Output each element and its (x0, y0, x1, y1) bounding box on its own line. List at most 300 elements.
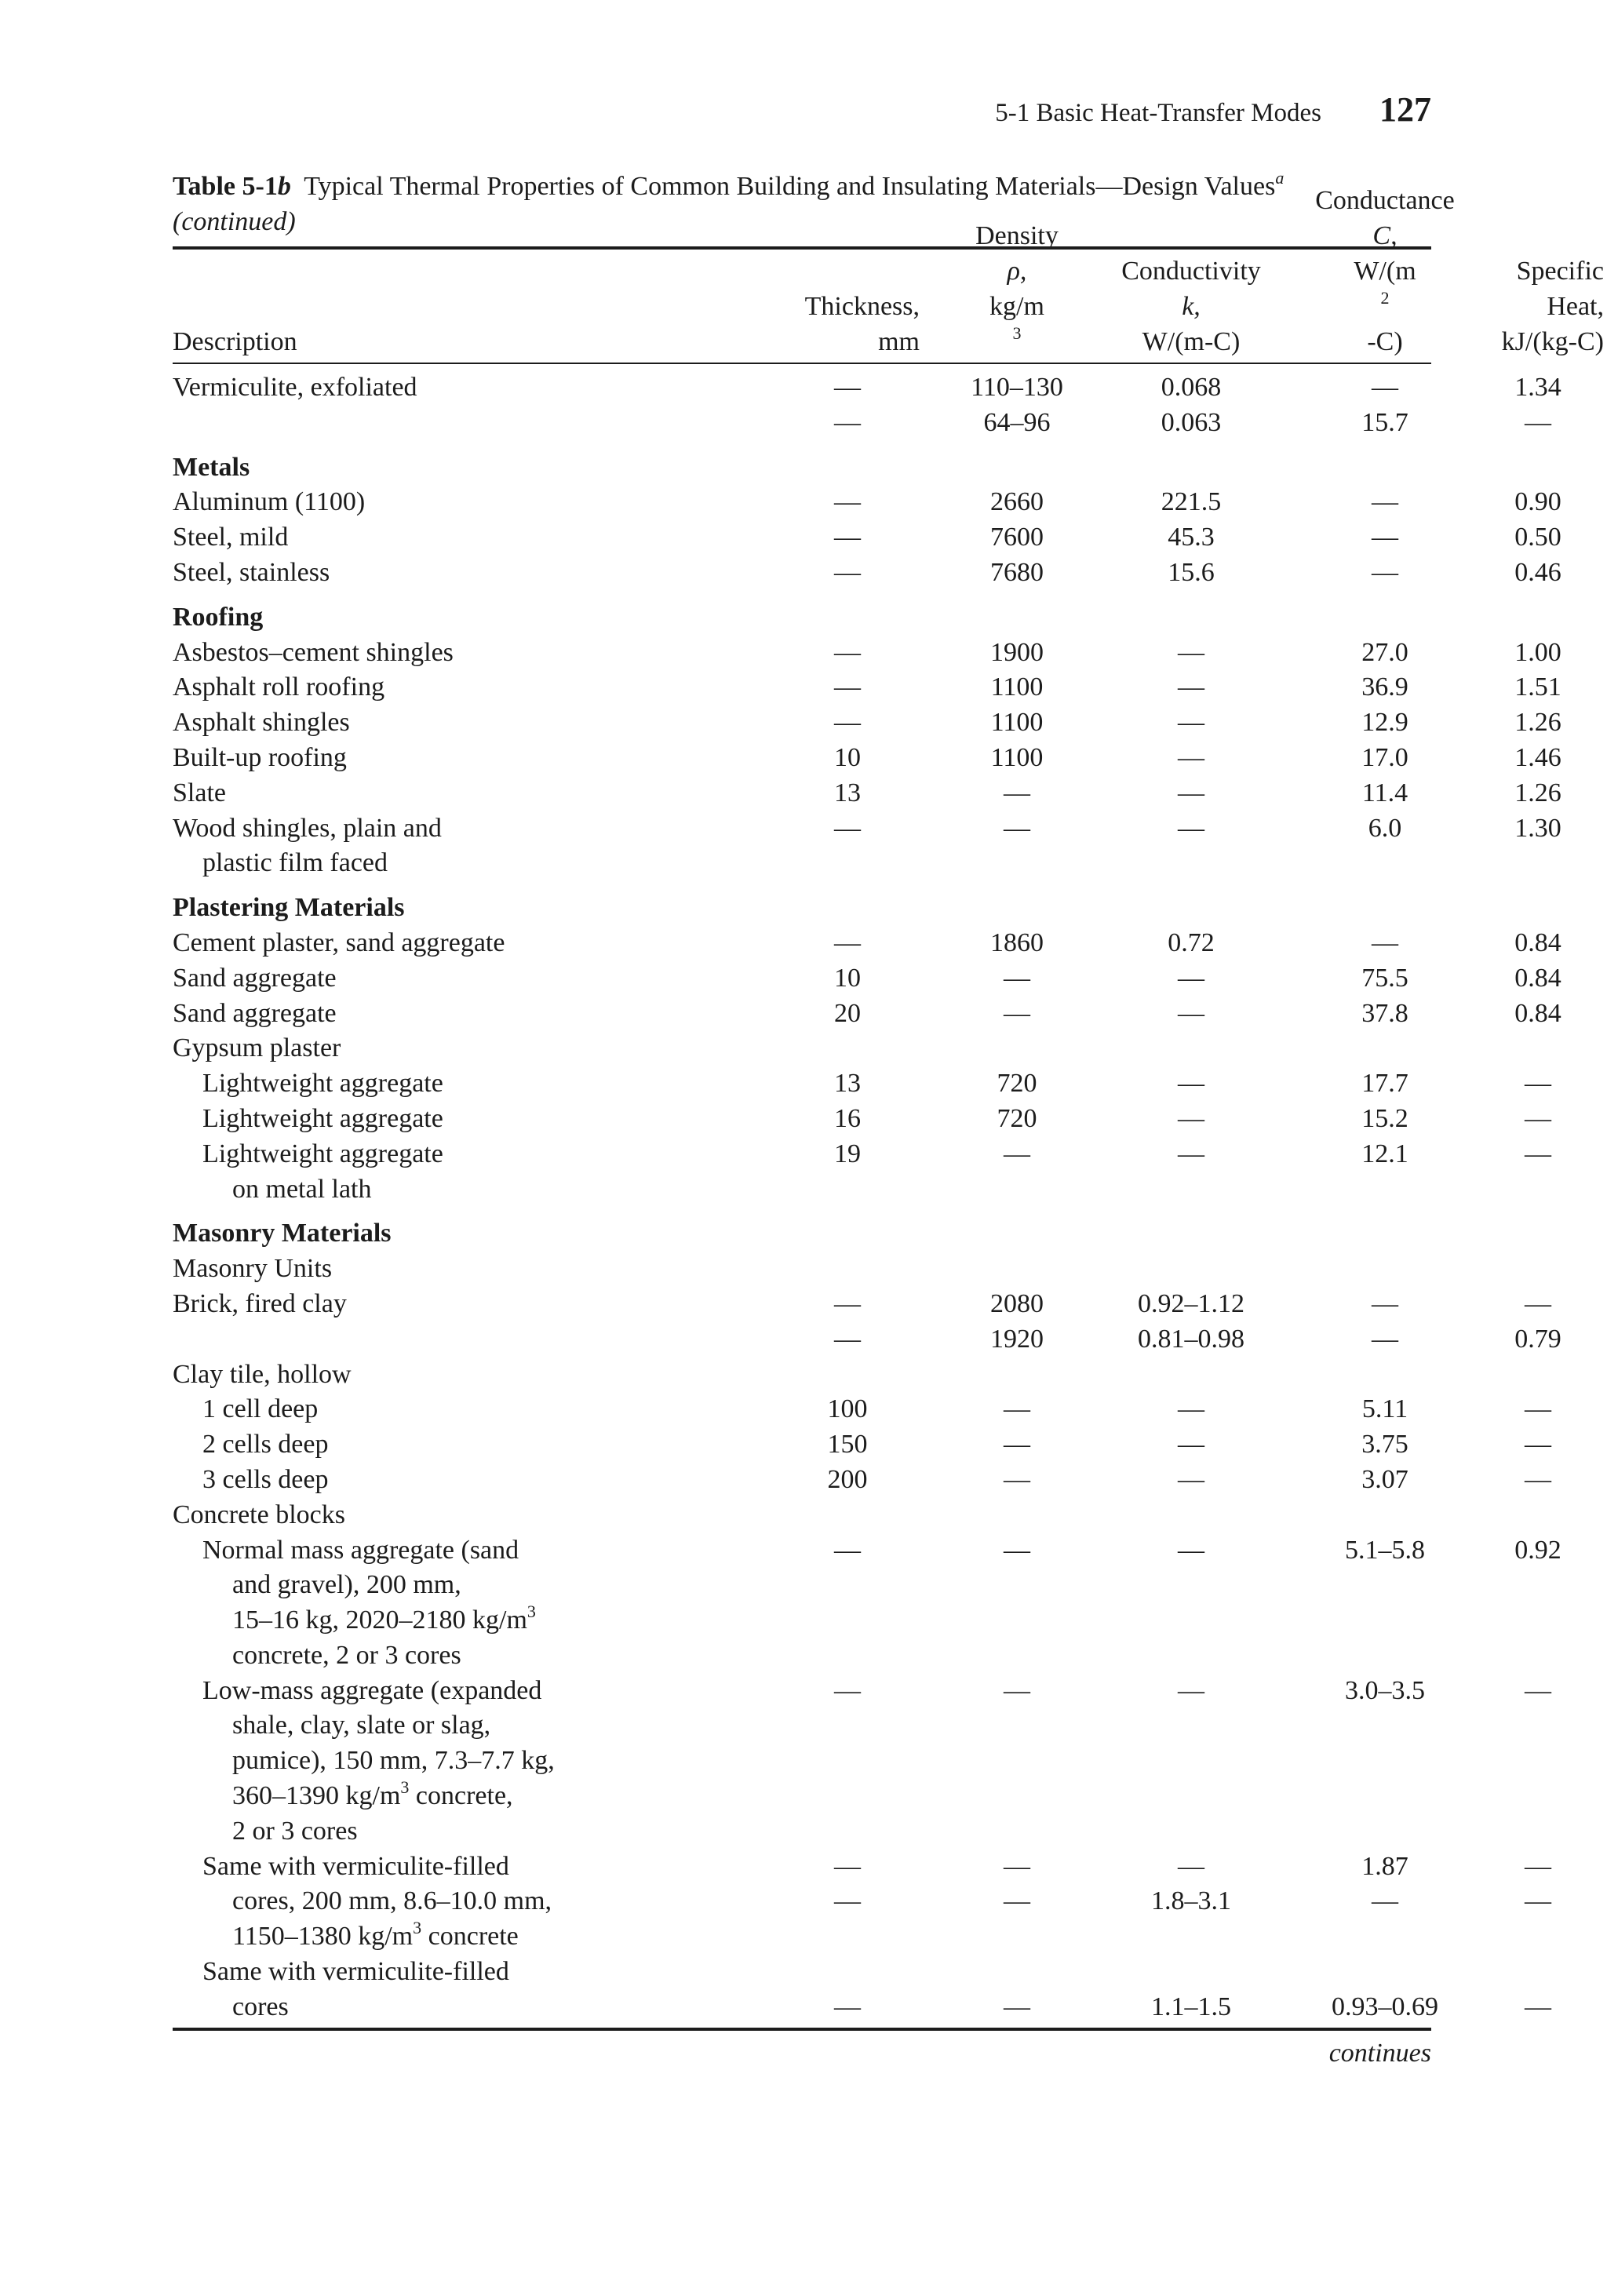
cell-density: — (1004, 1535, 1030, 1565)
cell-density: 720 (997, 1103, 1037, 1133)
cell-density: 1100 (990, 742, 1044, 772)
table-row (173, 1137, 1551, 1172)
cell-thickness: — (834, 523, 861, 552)
table-row (173, 1322, 1561, 1358)
cell-description: 3 cells deep (202, 1464, 329, 1494)
table-row (173, 1498, 1431, 1533)
cell-description: Metals (173, 452, 250, 482)
cell-description: Built-up roofing (173, 742, 347, 772)
cell-conductance: 3.07 (1361, 1464, 1408, 1494)
table-row (173, 1744, 1431, 1779)
cell-conductance (1298, 1638, 1472, 1674)
cell-specific-heat: — (1525, 1464, 1551, 1494)
cell-conductivity: 0.72 (1168, 928, 1215, 957)
table-row (173, 1392, 1551, 1427)
cell-description: Asbestos–cement shingles (173, 637, 454, 667)
cell-density (949, 1638, 1084, 1674)
cell-conductance: 11.4 (1361, 778, 1408, 807)
cell-density: 1860 (990, 928, 1044, 957)
cell-conductivity: — (1178, 778, 1204, 807)
cell-description: Masonry Units (173, 1254, 333, 1284)
table-row (173, 1990, 1551, 2025)
header-conductance: Conductance C, W/(m $^2$ -C) (1315, 186, 1455, 356)
cell-conductance: 12.1 (1361, 1139, 1408, 1168)
cell-conductance (1298, 1603, 1472, 1638)
running-head (173, 89, 1431, 137)
cell-thickness (777, 1744, 918, 1779)
cell-density: — (1004, 1851, 1030, 1881)
table-row (173, 1919, 1431, 1955)
cell-conductivity (1084, 1603, 1298, 1638)
cell-thickness (777, 1779, 918, 1814)
cell-specific-heat: — (1525, 407, 1551, 437)
cell-description: Gypsum plaster (173, 1033, 341, 1063)
cell-conductivity (1084, 1779, 1298, 1814)
cell-thickness (777, 891, 918, 926)
cell-thickness: 13 (834, 1069, 861, 1099)
cell-density (949, 1172, 1084, 1208)
cell-description: concrete, 2 or 3 cores (232, 1640, 461, 1670)
continues-note: continues (1328, 2039, 1431, 2068)
cell-conductivity: 0.81–0.98 (1138, 1324, 1244, 1354)
cell-specific-heat: 1.00 (1514, 637, 1561, 667)
cell-description: Same with vermiculite-filled (202, 1957, 509, 1987)
cell-thickness: 100 (827, 1394, 868, 1424)
cell-specific-heat: 0.84 (1514, 963, 1561, 993)
cell-specific-heat: 0.79 (1514, 1324, 1561, 1354)
cell-specific-heat (1472, 1172, 1604, 1208)
cell-density: — (1004, 1464, 1030, 1494)
cell-density (949, 891, 1084, 926)
cell-specific-heat: 1.26 (1514, 708, 1561, 738)
cell-conductance (1298, 1252, 1472, 1287)
cell-conductivity (1084, 1358, 1298, 1393)
cell-specific-heat (1472, 1358, 1604, 1393)
cell-density: — (1004, 998, 1030, 1028)
cell-conductance: — (1372, 928, 1398, 957)
cell-conductivity: 0.92–1.12 (1138, 1288, 1244, 1318)
cell-description: cores, 200 mm, 8.6–10.0 mm, (232, 1886, 552, 1916)
cell-conductivity: 0.063 (1161, 407, 1222, 437)
cell-conductivity (1084, 891, 1298, 926)
cell-conductivity (1084, 1172, 1298, 1208)
header-conductivity: Conductivity k, W/(m-C) (1121, 257, 1261, 356)
cell-density (949, 1779, 1084, 1814)
cell-density: 1900 (990, 637, 1044, 667)
cell-specific-heat: 0.84 (1514, 998, 1561, 1028)
table-row (173, 1066, 1551, 1102)
cell-density: — (1004, 1886, 1030, 1916)
cell-conductivity (1084, 1638, 1298, 1674)
cell-specific-heat (1472, 1814, 1604, 1850)
table-row (173, 1603, 1431, 1638)
cell-thickness: — (834, 1675, 861, 1705)
cell-conductance (1298, 1744, 1472, 1779)
cell-density (949, 1031, 1084, 1066)
table-row (173, 1814, 1431, 1850)
cell-thickness: 20 (834, 998, 861, 1028)
table-row (173, 961, 1561, 997)
cell-specific-heat (1472, 1568, 1604, 1603)
cell-description: shale, clay, slate or slag, (232, 1711, 491, 1740)
cell-thickness: — (834, 1324, 861, 1354)
cell-thickness: 19 (834, 1139, 861, 1168)
cell-description: Aluminum (1100) (173, 487, 366, 517)
cell-description: Same with vermiculite-filled (202, 1851, 509, 1881)
table-row (173, 1031, 1431, 1066)
cell-conductivity: — (1178, 1535, 1204, 1565)
cell-description: Clay tile, hollow (173, 1359, 352, 1389)
cell-specific-heat: 0.50 (1514, 523, 1561, 552)
cell-conductivity: — (1178, 1139, 1204, 1168)
cell-conductance: 17.0 (1361, 742, 1408, 772)
cell-thickness (777, 1358, 918, 1393)
cell-description: Vermiculite, exfoliated (173, 373, 417, 402)
cell-thickness: — (834, 928, 861, 957)
cell-specific-heat (1472, 450, 1604, 486)
cell-description: on metal lath (232, 1174, 372, 1204)
cell-conductance: — (1372, 487, 1398, 517)
table-label: Table 5-1b (173, 172, 291, 201)
cell-conductivity: 0.068 (1161, 373, 1222, 402)
cell-density (949, 1744, 1084, 1779)
cell-thickness: — (834, 1851, 861, 1881)
cell-conductivity: 15.6 (1168, 557, 1215, 587)
cell-conductivity: — (1178, 637, 1204, 667)
cell-thickness: — (834, 1992, 861, 2021)
cell-specific-heat (1472, 1603, 1604, 1638)
cell-description (173, 406, 612, 441)
cell-specific-heat: 0.90 (1514, 487, 1561, 517)
table-header-rule (173, 363, 1431, 364)
cell-conductivity (1084, 1031, 1298, 1066)
cell-conductance: 75.5 (1361, 963, 1408, 993)
cell-conductance: — (1372, 523, 1398, 552)
cell-specific-heat: 1.26 (1514, 778, 1561, 807)
table-continued-label: (continued) (173, 207, 296, 236)
cell-thickness: 10 (834, 963, 861, 993)
cell-description: 360–1390 $kg/m^3$ concrete, (232, 1777, 513, 1811)
cell-specific-heat: 1.51 (1514, 672, 1561, 702)
cell-density (949, 1358, 1084, 1393)
cell-description: 2 or 3 cores (232, 1816, 358, 1846)
cell-conductivity: — (1178, 998, 1204, 1028)
page-number: 127 (1379, 90, 1431, 129)
cell-description: Steel, mild (173, 523, 289, 552)
cell-density: 7680 (990, 557, 1044, 587)
cell-thickness: — (834, 373, 861, 402)
cell-specific-heat: — (1525, 1675, 1551, 1705)
table-row (173, 811, 1561, 847)
cell-description: pumice), 150 mm, 7.3–7.7 kg, (232, 1746, 555, 1776)
cell-thickness (777, 1498, 918, 1533)
cell-density (949, 1708, 1084, 1744)
cell-conductance: 15.7 (1361, 407, 1408, 437)
header-description: Description (173, 327, 297, 356)
table-row (173, 926, 1561, 961)
cell-conductivity (1084, 1216, 1298, 1252)
cell-thickness: 150 (827, 1430, 868, 1460)
cell-description: Lightweight aggregate (202, 1069, 443, 1099)
cell-specific-heat: 1.46 (1514, 742, 1561, 772)
cell-conductivity: — (1178, 813, 1204, 843)
table-row (173, 670, 1561, 705)
cell-density: — (1004, 813, 1030, 843)
cell-density (949, 1955, 1084, 1990)
table-bottom-rule (173, 2028, 1431, 2031)
cell-specific-heat (1472, 1955, 1604, 1990)
cell-density: 2660 (990, 487, 1044, 517)
cell-conductance (1298, 1172, 1472, 1208)
cell-thickness: 16 (834, 1103, 861, 1133)
cell-conductance: 27.0 (1361, 637, 1408, 667)
cell-density: 1100 (990, 672, 1044, 702)
cell-conductance (1298, 846, 1472, 881)
cell-specific-heat (1472, 1498, 1604, 1533)
cell-description: Asphalt roll roofing (173, 672, 385, 702)
cell-conductivity: 221.5 (1161, 487, 1222, 517)
cell-conductance: — (1372, 373, 1398, 402)
table-row (173, 776, 1561, 811)
cell-thickness (777, 1919, 918, 1955)
cell-conductance: 12.9 (1361, 708, 1408, 738)
cell-density (949, 1216, 1084, 1252)
cell-conductance (1298, 1955, 1472, 1990)
cell-description: Wood shingles, plain and (173, 813, 442, 843)
table-row (173, 1638, 1431, 1674)
cell-conductivity (1084, 600, 1298, 636)
cell-conductance (1298, 450, 1472, 486)
cell-conductivity: — (1178, 1464, 1204, 1494)
cell-thickness: — (834, 407, 861, 437)
cell-conductivity (1084, 450, 1298, 486)
cell-conductivity: — (1178, 1069, 1204, 1099)
cell-description: Plastering Materials (173, 893, 405, 923)
table-caption (173, 169, 1431, 239)
table-section-heading (173, 600, 1431, 636)
cell-density: — (1004, 1992, 1030, 2021)
cell-conductance: 6.0 (1368, 813, 1402, 843)
cell-thickness: — (834, 708, 861, 738)
cell-conductivity: — (1178, 672, 1204, 702)
cell-density: — (1004, 1430, 1030, 1460)
table-row (173, 1568, 1431, 1603)
table-section-heading (173, 891, 1431, 926)
table-section-heading (173, 450, 1431, 486)
cell-conductance (1298, 1919, 1472, 1955)
cell-specific-heat: — (1525, 1851, 1551, 1881)
table-caption-line-1 (173, 169, 1431, 204)
cell-description: 1150–1380 $kg/m^3$ concrete (232, 1918, 519, 1952)
cell-thickness (777, 1031, 918, 1066)
cell-specific-heat (1472, 846, 1604, 881)
cell-conductance: 36.9 (1361, 672, 1408, 702)
header-thickness: Thickness, mm (804, 292, 920, 356)
cell-density: — (1004, 963, 1030, 993)
cell-description: 2 cells deep (202, 1430, 329, 1460)
cell-thickness (777, 600, 918, 636)
footnote-mark: a (1275, 168, 1285, 188)
table-row (173, 741, 1561, 776)
cell-conductance: 5.11 (1361, 1394, 1408, 1424)
cell-conductivity: — (1178, 708, 1204, 738)
cell-density (949, 1252, 1084, 1287)
cell-conductance: 15.2 (1361, 1103, 1408, 1133)
cell-conductivity (1084, 1568, 1298, 1603)
cell-thickness (777, 1814, 918, 1850)
header-specific-heat: Specific Heat, kJ/(kg-C) (1501, 257, 1604, 356)
cell-density: — (1004, 778, 1030, 807)
cell-specific-heat (1472, 1638, 1604, 1674)
cell-density: 110–130 (971, 373, 1063, 402)
table-row (173, 1172, 1431, 1208)
cell-density: — (1004, 1394, 1030, 1424)
cell-conductivity: — (1178, 963, 1204, 993)
table-title: Typical Thermal Properties of Common Building and Insulating Materials—Design Values (304, 172, 1276, 201)
cell-specific-heat: 0.46 (1514, 557, 1561, 587)
cell-density: 1100 (990, 708, 1044, 738)
cell-conductivity: — (1178, 1103, 1204, 1133)
cell-specific-heat: — (1525, 1394, 1551, 1424)
table-row (173, 1674, 1551, 1709)
cell-conductance: 17.7 (1361, 1069, 1408, 1099)
cell-density (949, 846, 1084, 881)
running-head-section: 5-1 Basic Heat-Transfer Modes (995, 99, 1321, 127)
cell-thickness (777, 1708, 918, 1744)
cell-conductivity (1084, 1708, 1298, 1744)
cell-thickness: — (834, 1886, 861, 1916)
header-density: Density ρ, kg/m $^3$ (975, 221, 1059, 343)
cell-conductance: — (1372, 1324, 1398, 1354)
cell-density (949, 1603, 1084, 1638)
cell-conductance (1298, 1498, 1472, 1533)
cell-density: — (1004, 1675, 1030, 1705)
cell-conductivity (1084, 1955, 1298, 1990)
cell-conductivity: 1.1–1.5 (1151, 1992, 1231, 2021)
cell-thickness (777, 1568, 918, 1603)
cell-density (949, 1814, 1084, 1850)
cell-conductivity: 1.8–3.1 (1151, 1886, 1231, 1916)
cell-thickness: — (834, 487, 861, 517)
cell-thickness (777, 1216, 918, 1252)
cell-description: 1 cell deep (202, 1394, 319, 1424)
cell-thickness: 10 (834, 742, 861, 772)
cell-specific-heat (1472, 1252, 1604, 1287)
table-section-heading (173, 1216, 1431, 1252)
cell-specific-heat (1472, 1919, 1604, 1955)
table-row (173, 1708, 1431, 1744)
table-row (173, 1533, 1561, 1569)
cell-conductivity: — (1178, 1675, 1204, 1705)
table-row (173, 1358, 1431, 1393)
cell-density: — (1004, 1139, 1030, 1168)
cell-conductance (1298, 1708, 1472, 1744)
cell-specific-heat (1472, 1216, 1604, 1252)
cell-conductivity: — (1178, 742, 1204, 772)
table-row (173, 846, 1431, 881)
cell-conductance: — (1372, 1288, 1398, 1318)
table-body (173, 370, 1561, 2025)
cell-description: Sand aggregate (173, 998, 337, 1028)
cell-thickness (777, 1638, 918, 1674)
cell-specific-heat (1472, 600, 1604, 636)
cell-thickness (777, 450, 918, 486)
cell-description: Lightweight aggregate (202, 1139, 443, 1168)
cell-description: and gravel), 200 mm, (232, 1570, 461, 1600)
table-row (173, 406, 1551, 441)
cell-conductance (1298, 1814, 1472, 1850)
cell-conductance: — (1372, 557, 1398, 587)
cell-description: Slate (173, 778, 226, 807)
cell-conductance (1298, 891, 1472, 926)
cell-description: Concrete blocks (173, 1500, 345, 1529)
cell-specific-heat: — (1525, 1886, 1551, 1916)
cell-description: Normal mass aggregate (sand (202, 1535, 519, 1565)
table-row (173, 1850, 1551, 1885)
cell-specific-heat: — (1525, 1139, 1551, 1168)
cell-description: cores (232, 1992, 289, 2021)
cell-thickness: — (834, 637, 861, 667)
table-row (173, 1779, 1431, 1814)
cell-thickness (777, 1252, 918, 1287)
cell-description: Steel, stainless (173, 557, 330, 587)
cell-conductivity: 45.3 (1168, 523, 1215, 552)
cell-conductance (1298, 1779, 1472, 1814)
cell-conductance (1298, 600, 1472, 636)
cell-specific-heat: 0.84 (1514, 928, 1561, 957)
cell-specific-heat: — (1525, 1430, 1551, 1460)
table-row (173, 1427, 1551, 1463)
cell-conductance: 3.75 (1361, 1430, 1408, 1460)
cell-conductance: 5.1–5.8 (1345, 1535, 1425, 1565)
cell-density (949, 1568, 1084, 1603)
cell-conductivity (1084, 846, 1298, 881)
cell-density (949, 1919, 1084, 1955)
table-row (173, 705, 1561, 741)
table-row (173, 370, 1561, 406)
cell-density: 720 (997, 1069, 1037, 1099)
cell-specific-heat (1472, 1031, 1604, 1066)
cell-thickness (777, 1172, 918, 1208)
cell-conductivity: — (1178, 1394, 1204, 1424)
cell-specific-heat: 0.92 (1514, 1535, 1561, 1565)
table-row (173, 1463, 1551, 1498)
cell-specific-heat: — (1525, 1103, 1551, 1133)
cell-conductance (1298, 1358, 1472, 1393)
cell-thickness: 13 (834, 778, 861, 807)
cell-conductance: 37.8 (1361, 998, 1408, 1028)
table-row (173, 1287, 1551, 1322)
cell-specific-heat (1472, 1744, 1604, 1779)
cell-conductance (1298, 1216, 1472, 1252)
cell-description (173, 1322, 612, 1358)
cell-description: Asphalt shingles (173, 708, 350, 738)
cell-thickness: — (834, 672, 861, 702)
cell-conductivity: — (1178, 1430, 1204, 1460)
cell-density (949, 450, 1084, 486)
cell-description: Low-mass aggregate (expanded (202, 1675, 542, 1705)
cell-thickness (777, 1603, 918, 1638)
table-top-rule (173, 246, 1431, 250)
table-row (173, 636, 1561, 671)
cell-specific-heat: — (1525, 1992, 1551, 2021)
cell-density: 64–96 (983, 407, 1051, 437)
table-row (173, 1102, 1551, 1137)
cell-density (949, 1498, 1084, 1533)
cell-density: 1920 (990, 1324, 1044, 1354)
cell-conductance: — (1372, 1886, 1398, 1916)
cell-thickness: — (834, 813, 861, 843)
